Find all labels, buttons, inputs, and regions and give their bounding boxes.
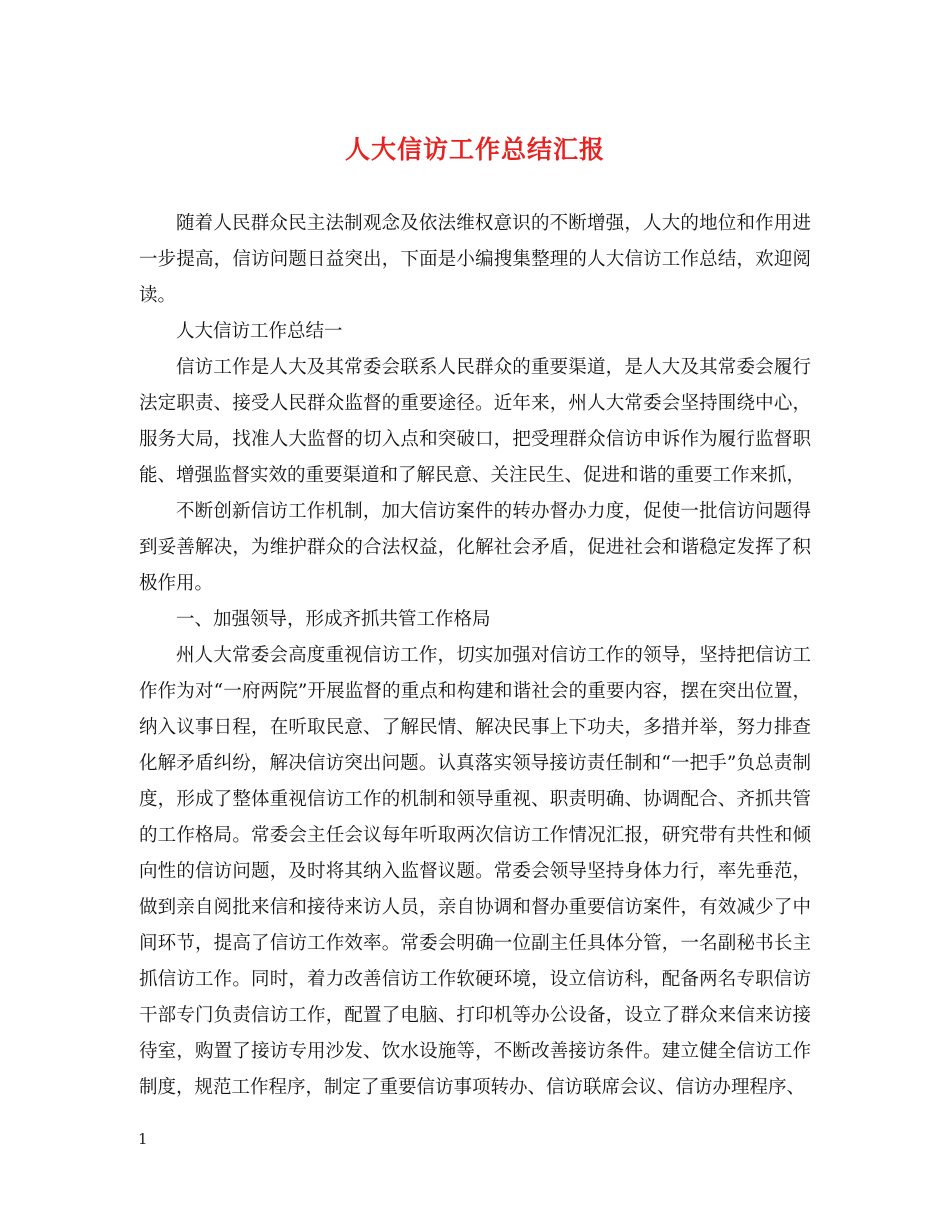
document-title: 人大信访工作总结汇报 — [344, 135, 605, 164]
section-heading-leadership: 一、加强领导，形成齐抓共管工作格局 — [176, 609, 491, 630]
page-number: 1 — [138, 1130, 148, 1148]
paragraph-overview: 信访工作是人大及其常委会联系人民群众的重要渠道，是人大及其常委会履行法定职责、接受人民群众监督的重要途径。近年来，州人大常委会坚持围绕中心，服务大局，找准人大监督的切入点和突破口，把受理群众信访申诉作为履行监督职能、增强监督实效的重要渠道和了解民意、关注民生、促进和谐的重要工作来抓， — [139, 357, 811, 486]
paragraph-intro: 随着人民群众民主法制观念及依法维权意识的不断增强，人大的地位和作用进一步提高，信访问题日益突出，下面是小编搜集整理的人大信访工作总结，欢迎阅读。 — [139, 213, 811, 306]
paragraph-leadership: 州人大常委会高度重视信访工作，切实加强对信访工作的领导，坚持把信访工作作为对“一府两院”开展监督的重点和构建和谐社会的重要内容，摆在突出位置，纳入议事日程，在听取民意、了解民情、解决民事上下功夫，多措并举，努力排查化解矛盾纠纷，解决信访突出问题。认真落实领导接访责任制和“一把手”负总责制度，形成了整体重视信访工作的机制和领导重视、职责明确、协调配合、齐抓共管的工作格局。常委会主任会议每年听取两次信访工作情况汇报，研究带有共性和倾向性的信访问题，及时将其纳入监督议题。常委会领导坚持身体力行，率先垂范，做到亲自阅批来信和接待来访人员，亲自协调和督办重要信访案件，有效减少了中间环节，提高了信访工作效率。常委会明确一位副主任具体分管，一名副秘书长主抓信访工作。同时，着力改善信访工作软硬环境，设立信访科，配备两名专职信访干部专门负责信访工作，配置了电脑、打印机等办公设备，设立了群众来信来访接待室，购置了接访专用沙发、饮水设施等，不断改善接访条件。建立健全信访工作制度，规范工作程序，制定了重要信访事项转办、信访联席会议、信访办理程序、 — [139, 645, 811, 1098]
section-heading-summary-one: 人大信访工作总结一 — [176, 321, 343, 342]
document-body — [139, 206, 811, 1106]
paragraph-mechanism: 不断创新信访工作机制，加大信访案件的转办督办力度，促使一批信访问题得到妥善解决，为维护群众的合法权益，化解社会矛盾，促进社会和谐稳定发挥了积极作用。 — [139, 501, 811, 594]
